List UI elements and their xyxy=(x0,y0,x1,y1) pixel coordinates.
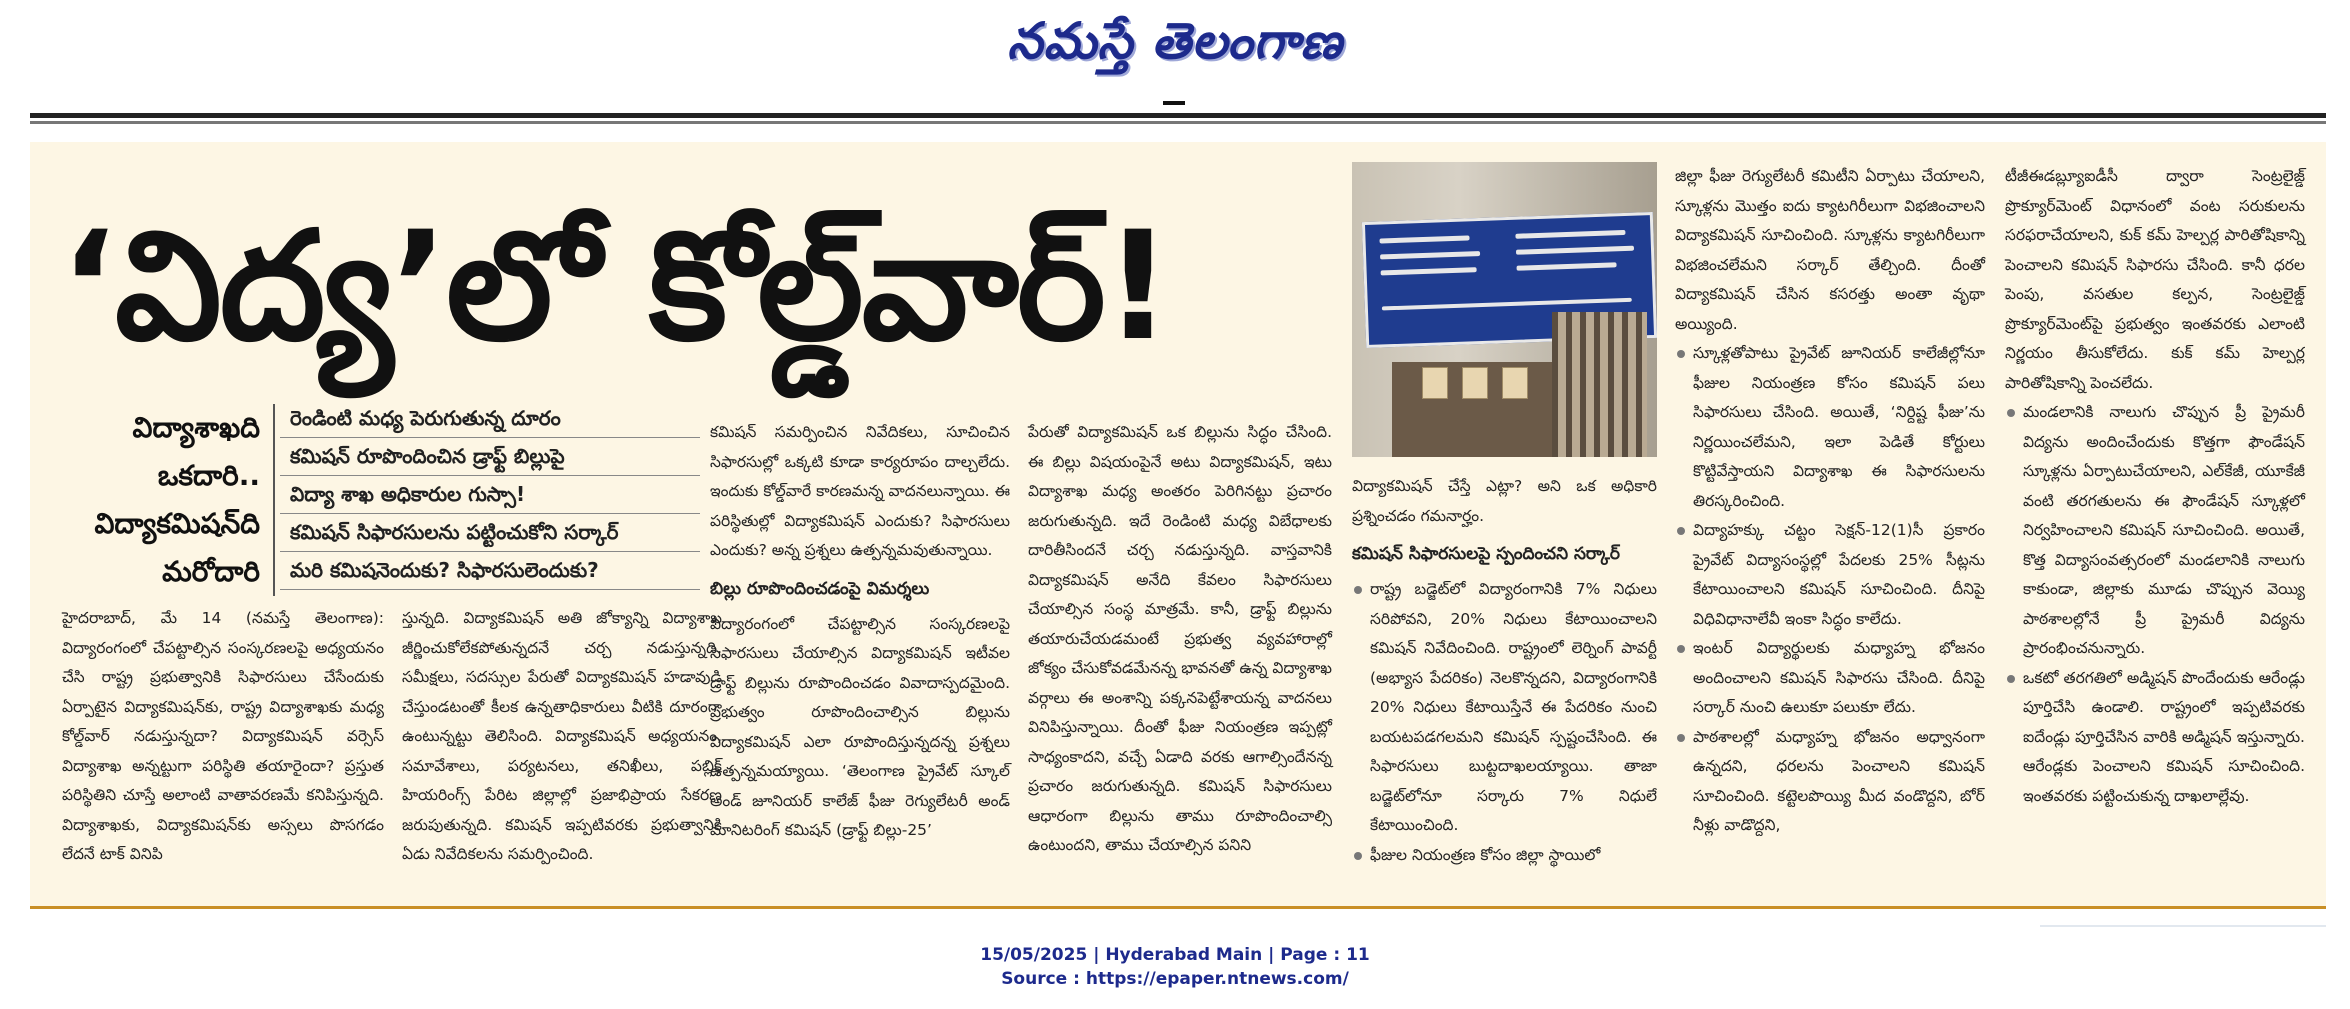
article-column-2 xyxy=(402,604,722,870)
bullet-point: ఇంటర్ విద్యార్థులకు మధ్యాహ్న భోజనం అందించాలని కమిషన్ సిఫారసు చేసింది. దీనిపై సర్కార్ నుంచి ఉలుకూ పలుకూ లేదు. xyxy=(1675,634,1985,723)
photo-poster xyxy=(1502,367,1528,399)
footer-date-edition-page: 15/05/2025 | Hyderabad Main | Page : 11 xyxy=(980,945,1370,965)
news-article xyxy=(30,142,2326,909)
bullet-point: రాష్ట్ర బడ్జెట్‌లో విద్యారంగానికి 7% నిధులు సరిపోవని, 20% నిధులు కేటాయించాలని కమిషన్ నివేదించింది. రాష్ట్రంలో లెర్నింగ్ పావర్టీ (అభ్యాస పేదరికం) నెలకొన్నదని, విద్యారంగానికి 20% నిధులు కేటాయిస్తేనే ఈ పేదరికం నుంచి బయటపడగలమని కమిషన్ స్పష్టంచేసింది. ఈ సిఫారసులు బుట్టదాఖలయ్యాయి. తాజా బడ్జెట్‌లోనూ సర్కారు 7% నిధులే కేటాయించింది. xyxy=(1352,575,1657,841)
photo-caption: విద్యాకమిషన్ చేస్తే ఎట్లా? అని ఒక అధికారి ప్రశ్నించడం గమనార్హం. xyxy=(1352,477,1657,525)
masthead-rule-thick xyxy=(30,113,2326,118)
masthead xyxy=(0,0,2350,80)
deck-line: విద్యా శాఖ అధికారుల గుస్సా! xyxy=(280,476,700,514)
section-subhead: బిల్లు రూపొందించడంపై విమర్శలు xyxy=(710,578,930,599)
body-paragraph: టీజీఈడబ్ల్యూఐడీసీ ద్వారా సెంట్రలైజ్డ్ ప్రొక్యూర్‌మెంట్ విధానంలో వంట సరుకులను సరఫరాచేయాలని, కుక్ కమ్ హెల్పర్ల పారితోషికాన్ని పెంచాలని కమిషన్ సిఫారసు చేసింది. కానీ ధరల పెంపు, వసతుల కల్పన, సెంట్రలైజ్డ్ ప్రొక్యూర్‌మెంట్‌పై ప్రభుత్వం ఇంతవరకు ఎలాంటి నిర్ణయం తీసుకోలేదు. కుక్ కమ్ హెల్పర్ల పారితోషికాన్ని పెంచలేదు. xyxy=(2005,167,2305,392)
article-photo xyxy=(1352,162,1657,457)
article-column-3 xyxy=(710,418,1010,846)
article-kicker xyxy=(70,404,260,596)
deck-line: కమిషన్ సిఫారసులను పట్టించుకోని సర్కార్ xyxy=(280,514,700,552)
article-column-5 xyxy=(1352,472,1657,870)
article-decks xyxy=(280,400,700,590)
article-column-7 xyxy=(2005,162,2305,811)
bullet-point: స్కూళ్లతోపాటు ప్రైవేట్ జూనియర్ కాలేజీల్లోనూ ఫీజుల నియంత్రణ కోసం కమిషన్ పలు సిఫారసులు చేసింది. అయితే, ‘నిర్దిష్ట ఫీజు’ను నిర్ణయించలేమని, ఇలా పెడితే కోర్టులు కొట్టివేస్తాయని విద్యాశాఖ ఈ సిఫారసులను తిరస్కరించింది. xyxy=(1675,339,1985,516)
kicker-line: ఒకదారి.. xyxy=(157,459,260,492)
body-paragraph: విద్యారంగంలో చేపట్టాల్సిన సంస్కరణలపై సిఫారసులు చేయాల్సిన విద్యాకమిషన్ ఇటీవల డ్రాఫ్ట్ బిల్లును రూపొందించడం వివాదాస్పదమైంది. ప్రభుత్వం రూపొందించాల్సిన బిల్లును విద్యాకమిషన్ ఎలా రూపొందిస్తున్నదన్న ప్రశ్నలు ఉత్పన్నమయ్యాయి. ‘తెలంగాణ ప్రైవేట్ స్కూల్ అండ్ జూనియర్ కాలేజ్ ఫీజు రెగ్యులేటరీ అండ్ మానిటరింగ్ కమిషన్ (డ్రాఫ్ట్ బిల్లు-25’ xyxy=(710,614,1010,839)
deck-line: కమిషన్ రూపొందించిన డ్రాఫ్ట్ బిల్లుపై xyxy=(280,438,700,476)
article-column-4 xyxy=(1028,418,1332,861)
body-paragraph: జిల్లా ఫీజు రెగ్యులేటరీ కమిటీని ఏర్పాటు చేయాలని, స్కూళ్లను మొత్తం ఐదు క్యాటగిరీలుగా విభజించాలని విద్యాకమిషన్ సూచించింది. స్కూళ్లను క్యాటగిరీలుగా విభజించలేమని సర్కార్ తేల్చింది. దీంతో విద్యాకమిషన్ చేసిన కసరత్తు అంతా వృథా అయ్యింది. xyxy=(1675,167,1985,333)
deck-line: మరి కమిషనెందుకు? సిఫారసులెందుకు? xyxy=(280,552,700,590)
section-subhead: కమిషన్ సిఫారసులపై స్పందించని సర్కార్ xyxy=(1352,544,1620,564)
kicker-divider xyxy=(273,404,275,596)
bullet-point: పాఠశాలల్లో మధ్యాహ్న భోజనం అధ్వానంగా ఉన్నదని, ధరలను పెంచాలని కమిషన్ సూచించింది. కట్టెలపొయ్యి మీద వండొద్దని, బోర్ నీళ్లు వాడొద్దని, xyxy=(1675,723,1985,841)
body-paragraph: కమిషన్ సమర్పించిన నివేదికలు, సూచించిన సిఫారసుల్లో ఒక్కటి కూడా కార్యరూపం దాల్చలేదు. ఇందుకు కోల్డ్‌వారే కారణమన్న వాదనలున్నాయి. ఈ పరిస్థితుల్లో విద్యాకమిషన్ ఎందుకు? సిఫారసులు ఎందుకు? అన్న ప్రశ్నలు ఉత్పన్నమవుతున్నాయి. xyxy=(710,423,1010,559)
article-headline: ‘విద్య’లో కోల్డ్‌వార్! xyxy=(60,200,1171,374)
footer-faint-rule xyxy=(2040,925,2326,927)
photo-grille xyxy=(1552,312,1647,457)
photo-poster xyxy=(1422,367,1448,399)
bullet-point: మండలానికి నాలుగు చొప్పున ప్రీ ప్రైమరీ విద్యను అందించేందుకు కొత్తగా ఫౌండేషన్ స్కూళ్లను ఏర్పాటుచేయాలని, ఎల్‌కేజీ, యూకేజీ వంటి తరగతులను ఈ ఫౌండేషన్ స్కూళ్లలో నిర్వహించాలని కమిషన్ సూచించింది. అయితే, కొత్త విద్యాసంవత్సరంలో మండలానికి నాలుగు కాకుండా, జిల్లాకు మూడు చొప్పున వెయ్యి పాఠశాలల్లోనే ప్రీ ప్రైమరీ విద్యను ప్రారంభించనున్నారు. xyxy=(2005,398,2305,664)
masthead-logo: నమస్తే తెలంగాణ xyxy=(1007,11,1343,70)
article-column-6 xyxy=(1675,162,1985,841)
bullet-point: విద్యాహక్కు చట్టం సెక్షన్-12(1)సీ ప్రకారం ప్రైవేట్ విద్యాసంస్థల్లో పేదలకు 25% సీట్లను కేటాయించాలని కమిషన్ సూచించింది. దీనిపై విధివిధానాలేవీ ఇంకా సిద్ధం కాలేదు. xyxy=(1675,516,1985,634)
photo-poster xyxy=(1462,367,1488,399)
kicker-line: విద్యాకమిషన్‌ది xyxy=(94,507,260,540)
body-paragraph: పేరుతో విద్యాకమిషన్ ఒక బిల్లును సిద్ధం చేసింది. ఈ బిల్లు విషయంపైనే అటు విద్యాకమిషన్, ఇటు విద్యాశాఖ మధ్య అంతరం పెరిగినట్టు ప్రచారం జరుగుతున్నది. ఇదే రెండింటి మధ్య విబేధాలకు దారితీసిందనే చర్చ నడుస్తున్నది. వాస్తవానికి విద్యాకమిషన్ అనేది కేవలం సిఫారసులు చేయాల్సిన సంస్థ మాత్రమే. కానీ, డ్రాఫ్ట్ బిల్లును తయారుచేయడమంటే ప్రభుత్వ వ్యవహారాల్లో జోక్యం చేసుకోవడమేనన్న భావనతో ఉన్న విద్యాశాఖ వర్గాలు ఈ అంశాన్ని పక్కనపెట్టేశాయన్న వాదనలు వినిపిస్తున్నాయి. దీంతో ఫీజు నియంత్రణ ఇప్పట్లో సాధ్యంకాదని, వచ్చే ఏడాది వరకు ఆగాల్సిందేనన్న ప్రచారం జరుగుతున్నది. కమిషన్ సిఫారసులు ఆధారంగా బిల్లును తాము రూపొందించాల్సి ఉంటుందని, తాము చేయాల్సిన పనిని xyxy=(1028,423,1332,854)
kicker-line: విద్యాశాఖది xyxy=(132,411,260,444)
kicker-line: మరోదారి xyxy=(162,555,260,588)
masthead-rule-thin xyxy=(30,121,2326,124)
deck-line: రెండింటి మధ్య పెరుగుతున్న దూరం xyxy=(280,400,700,438)
masthead-tick xyxy=(1163,101,1185,105)
article-column-1 xyxy=(62,604,384,870)
body-paragraph: హైదరాబాద్, మే 14 (నమస్తే తెలంగాణ): విద్యారంగంలో చేపట్టాల్సిన సంస్కరణలపై అధ్యయనం చేసి రాష్ట్ర ప్రభుత్వానికి సిఫారసులు చేసేందుకు ఏర్పాటైన విద్యాకమిషన్‌కు, రాష్ట్ర విద్యాశాఖకు మధ్య కోల్డ్‌వార్ నడుస్తున్నదా? విద్యాకమిషన్ వర్సెస్ విద్యాశాఖ అన్నట్టుగా పరిస్థితి తయారైందా? ప్రస్తుత పరిస్థితిని చూస్తే అలాంటి వాతావరణమే కనిపిస్తున్నది. విద్యాశాఖకు, విద్యాకమిషన్‌కు అస్సలు పొసగడం లేదనే టాక్ వినిపి xyxy=(62,609,384,863)
bullet-point: ఫీజుల నియంత్రణ కోసం జిల్లా స్థాయిలో xyxy=(1352,841,1657,871)
body-paragraph: స్తున్నది. విద్యాకమిషన్ అతి జోక్యాన్ని విద్యాశాఖ జీర్ణించుకోలేకపోతున్నదనే చర్చ నడుస్తున్నది. సమీక్షలు, సదస్సుల పేరుతో విద్యాకమిషన్ హడావుడి చేస్తుండటంతో కీలక ఉన్నతాధికారులు వీటికి దూరంగా ఉంటున్నట్టు తెలిసింది. విద్యాకమిషన్ అధ్యయనం, సమావేశాలు, పర్యటనలు, తనిఖీలు, పబ్లిక్ హియరింగ్స్ పేరిట జిల్లాల్లో ప్రజాభిప్రాయ సేకరణ జరుపుతున్నది. కమిషన్ ఇప్పటివరకు ప్రభుత్వానికి ఏడు నివేదికలను సమర్పించింది. xyxy=(402,609,722,863)
bullet-point: ఒకటో తరగతిలో అడ్మిషన్ పొందేందుకు ఆరేండ్లు పూర్తిచేసి ఉండాలి. రాష్ట్రంలో ఇప్పటివరకు ఐదేండ్లు పూర్తిచేసిన వారికి అడ్మిషన్ ఇస్తున్నారు. ఆరేండ్లకు పెంచాలని కమిషన్ సూచించింది. ఇంతవరకు పట్టించుకున్న దాఖలాల్లేవు. xyxy=(2005,664,2305,812)
footer-source-link[interactable]: Source : https://epaper.ntnews.com/ xyxy=(1001,969,1349,989)
